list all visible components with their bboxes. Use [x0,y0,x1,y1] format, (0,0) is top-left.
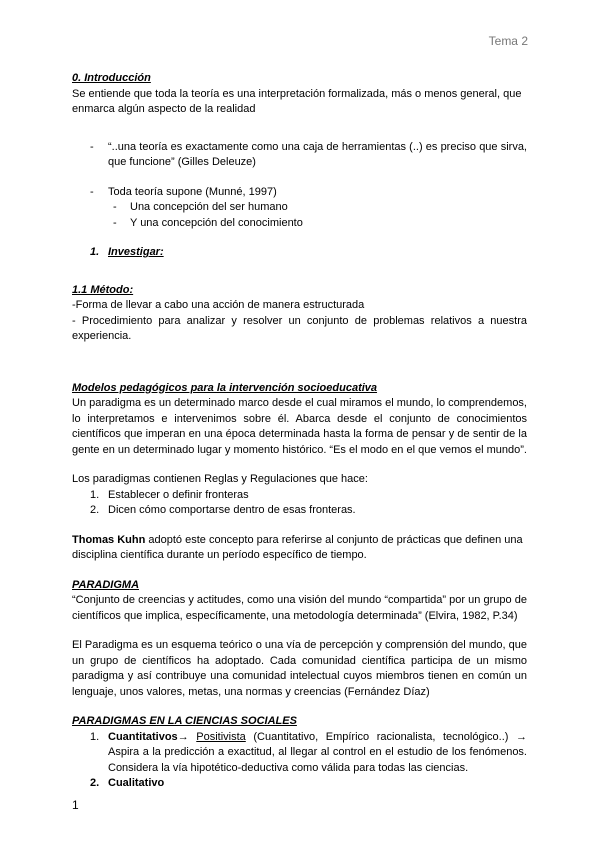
paradigma-quote: “Conjunto de creencias y actitudes, como una visión del mundo “compartida” por un grupo de científicos que implica, específicamente, una metodología determinada” (Elvira, 1982, P.34) [72,594,527,622]
regla-number-1: 1. [90,488,100,501]
investigar-number: 1. [90,246,100,258]
intro-heading: 0. Introducción [72,72,151,84]
positivista-description: (Cuantitativo, Empírico racionalista, tecnológico..) → Aspira a la predicción a exactitud, al llegar al control en el estudio de los fenómenos. Considera la vía hipotético-deductiva como válida para todas las ciencias. [108,730,527,774]
positivista-link: Positivista [196,730,246,743]
metodo-line-1: -Forma de llevar a cabo una acción de manera estructurada [72,299,365,311]
ciencias-item-1 [72,730,527,777]
paradigma-text: El Paradigma es un esquema teórico o una vía de percepción y comprensión del mundo, que un grupo de científicos ha adoptado. Cada comunidad científica participa de un mismo paradigma y así contribuye una comunidad intelectual cuyos miembros tienen en común un lenguaje, unos valores, metas, una normas y creencias (Fernández Díaz) [72,639,527,698]
regla-item-2 [72,503,527,519]
sub-item-conocimiento: - Y una concepción del conocimiento [72,216,527,232]
munne-line: - Toda teoría supone (Munné, 1997) [72,185,527,201]
modelos-text: Un paradigma es un determinado marco desde el cual miramos el mundo, lo comprendemos, lo interpretamos e intervenimos sobre él. Abarca desde el conjunto de conocimientos científicos que imperan en una época determinada hasta la forma de pensar y de sentir de la gente en un determinado lugar y momento histórico. “Es el modo en el que vemos el mundo”. [72,397,527,456]
investigar-label: Investigar: [108,246,164,258]
cuantitativos-label: Cuantitativos [108,730,178,743]
regla-item-1 [72,488,527,504]
metodo-heading: 1.1 Método: [72,283,134,296]
ciencias-heading: PARADIGMAS EN LA CIENCIAS SOCIALES [72,715,297,727]
page-header-title: Tema 2 [488,34,528,48]
regla-number-2: 2. [90,504,100,516]
kuhn-paragraph [72,533,527,564]
reglas-intro: Los paradigmas contienen Reglas y Regulaciones que hace: [72,473,368,485]
modelos-heading: Modelos pedagógicos para la intervención socioeducativa [72,381,378,394]
cualitativo-label: Cualitativo [108,777,165,789]
regla-text-2: Dicen cómo comportarse dentro de esas fronteras. [108,504,356,516]
regla-text-1: Establecer o definir fronteras [108,488,249,501]
paradigma-heading: PARADIGMA [72,578,140,591]
kuhn-text: adoptó este concepto para referirse al conjunto de prácticas que definen una disciplina científica durante un período específico de tiempo. [72,533,523,561]
page-number: 1 [72,798,79,812]
deleuze-quote: - “..una teoría es exactamente como una caja de herramientas (..) es preciso que sirva, que funcione” (Gilles Deleuze) [72,140,527,171]
arrow-icon: → [177,730,189,743]
ciencias-item-2 [72,776,527,792]
ciencias-item-2-number: 2. [90,777,100,789]
ciencias-item-1-number: 1. [90,730,100,743]
intro-text: Se entiende que toda la teoría es una interpretación formalizada, más o menos general, que enmarca algún aspecto de la realidad [72,87,522,115]
document-body [72,71,527,792]
metodo-line-2: - Procedimiento para analizar y resolver un conjunto de problemas relativos a nuestra experiencia. [72,314,527,342]
kuhn-name: Thomas Kuhn [72,533,146,546]
sub-item-ser-humano: - Una concepción del ser humano [72,200,527,216]
investigar-heading [72,245,527,261]
